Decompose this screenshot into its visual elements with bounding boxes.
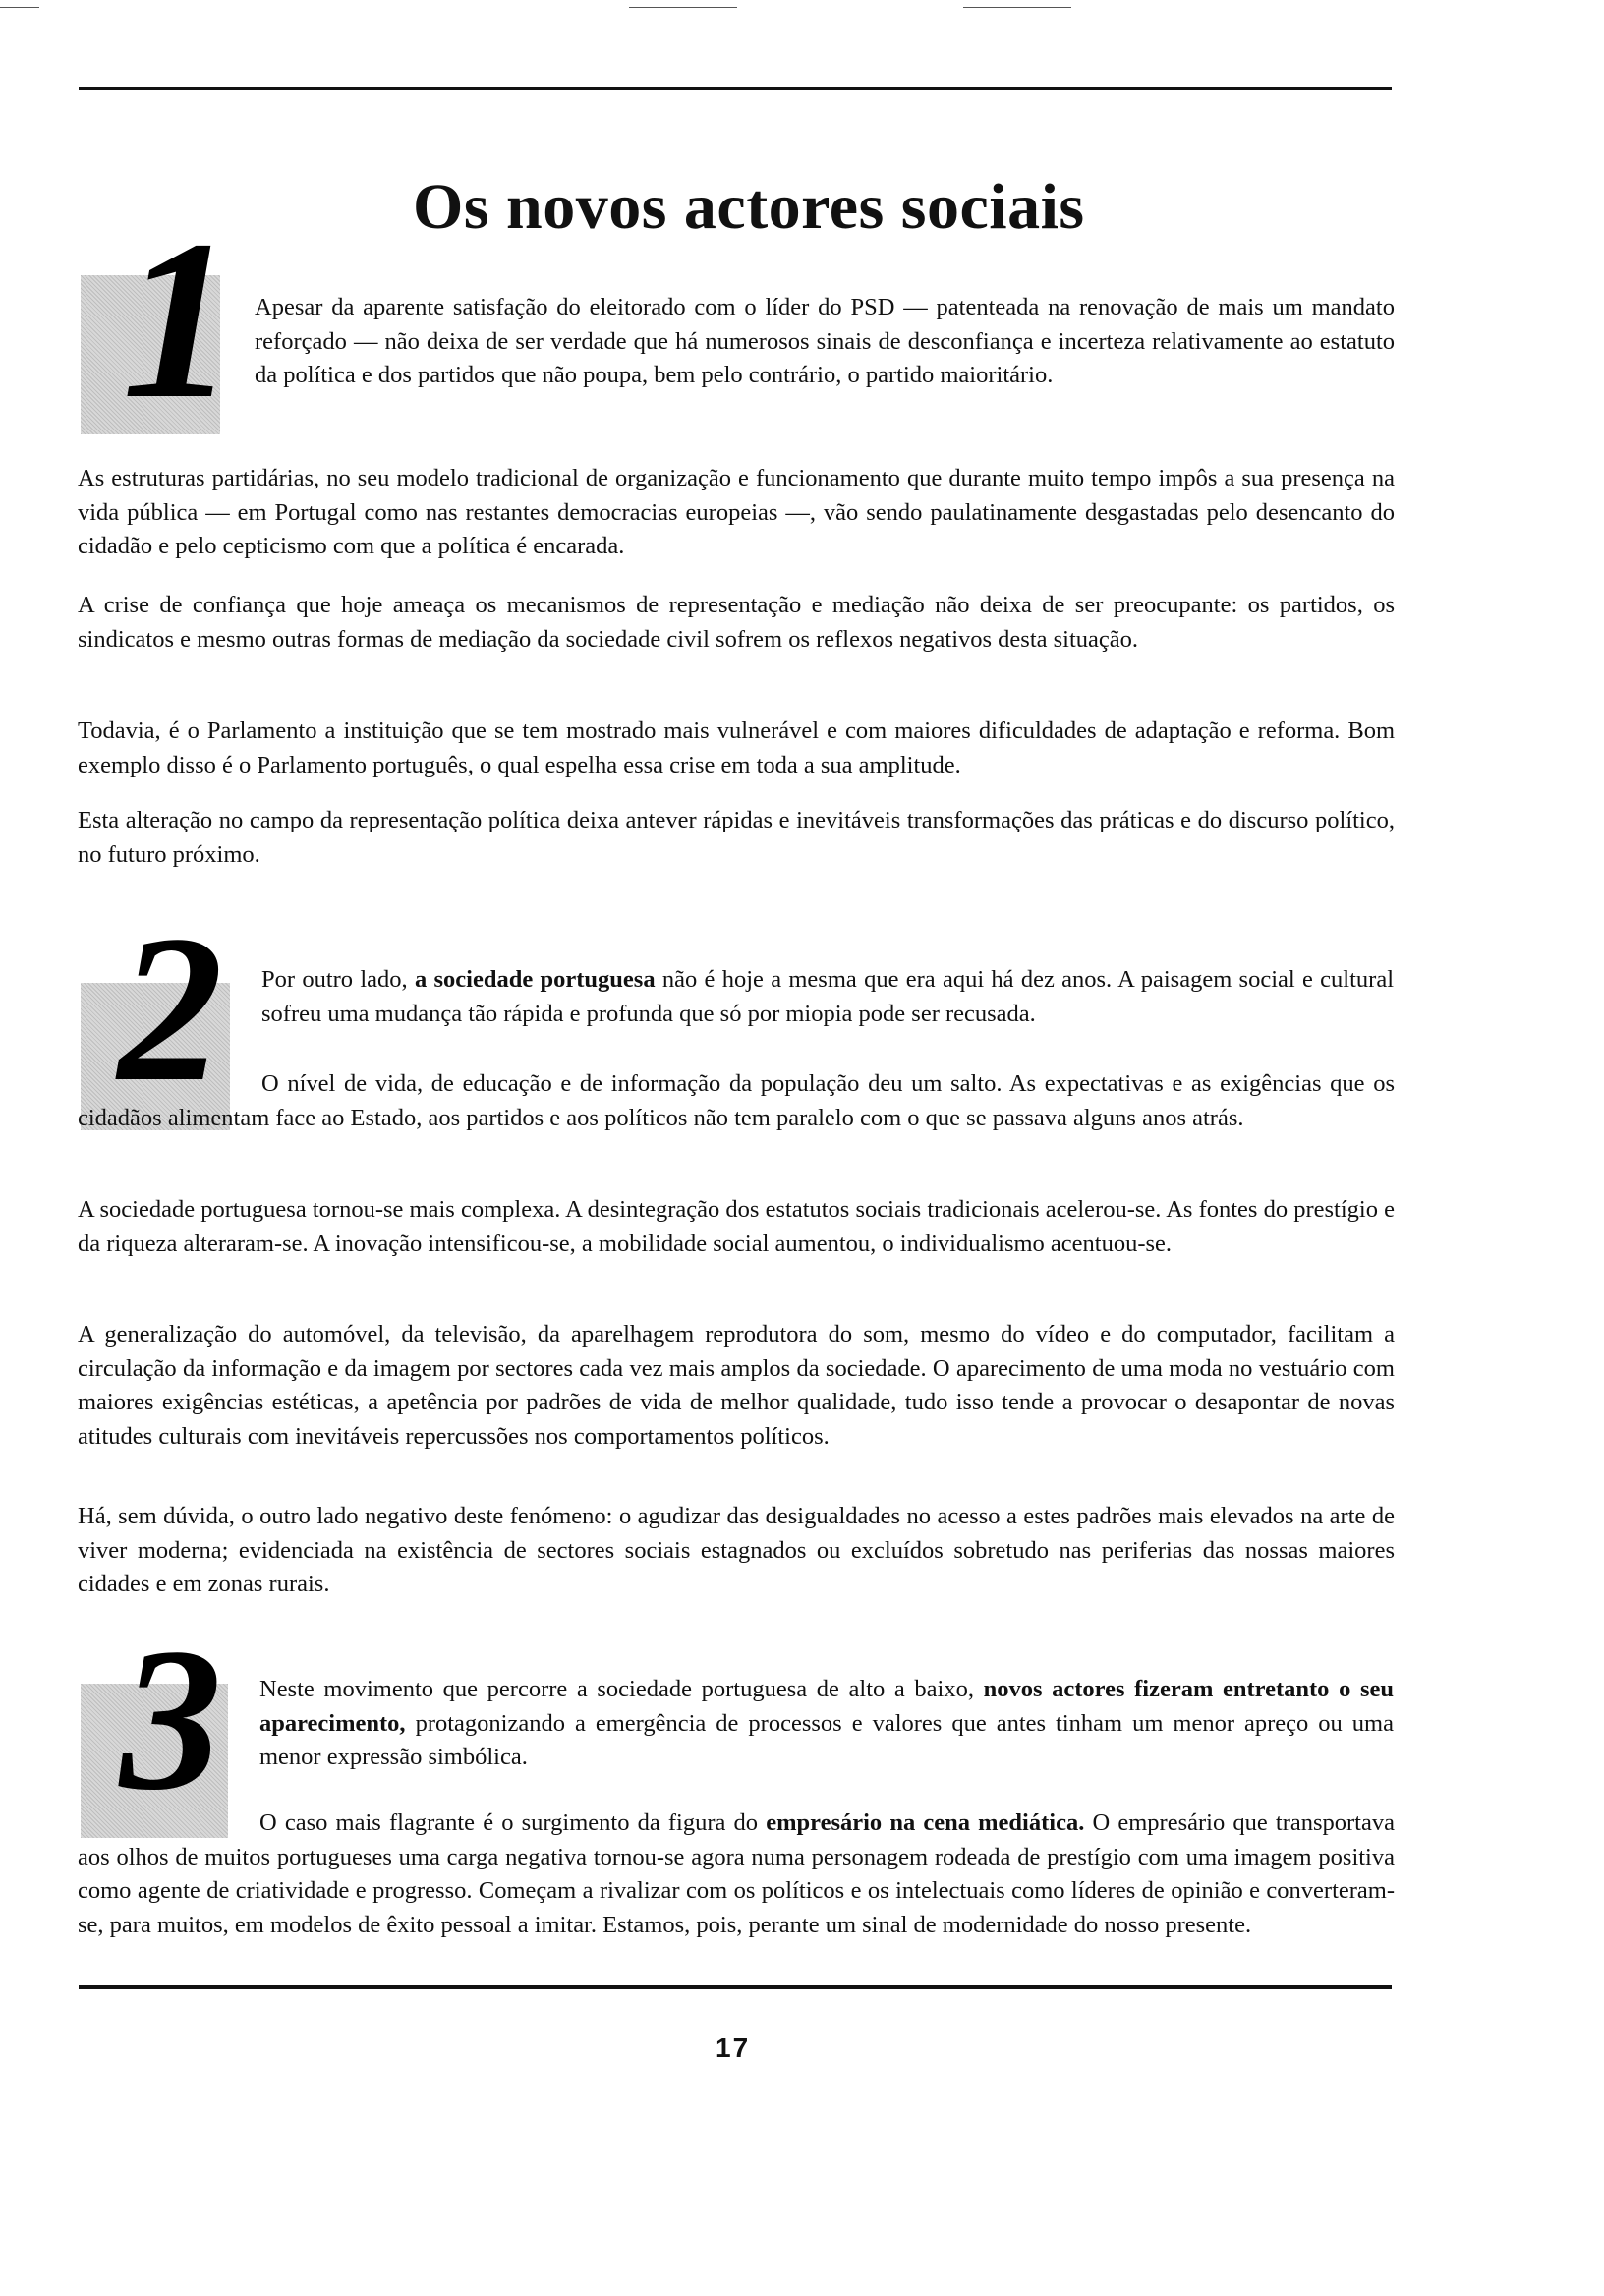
paragraph [78,1807,1395,1942]
paragraph: O nível de vida, de educação e de informação da população deu um salto. As expectativas e as exigências que os cidadãos alimentam face ao Estado, aos partidos e aos políticos não tem paralelo com o que se passava alguns anos atrás. [78,1070,1395,1131]
text-run: não é hoje a mesma que era aqui há dez anos. A paisagem social e cultural sofreu uma mudança tão rápida e profunda que só por miopia pode ser recusada. [261,966,1394,1027]
bottom-rule [79,1985,1392,1989]
text-run: O caso mais flagrante é o surgimento da figura do [259,1809,767,1836]
section-1-dropcap [81,194,236,446]
scan-artifact [963,7,1071,8]
section-3-dropcap [81,1606,238,1838]
text-run: O empresário que transportava aos olhos de muitos portugueses uma carga negativa tornou-se agora numa personagem rodeada de prestígio com uma imagem positiva como agente de criatividade e progresso. Começam a rivalizar com os políticos e os intelectuais como líderes de opinião e converteram-se, para muitos, em modelos de êxito pessoal a imitar. Estamos, pois, perante um sinal de modernidade do nosso presente. [78,1809,1395,1938]
paragraph: Há, sem dúvida, o outro lado negativo deste fenómeno: o agudizar das desigualdades no acesso a estes padrões mais elevados na arte de viver moderna; evidenciada na existência de sectores sociais estagnados ou excluídos sobretudo nas periferias das nossas maiores cidades e em zonas rurais. [78,1503,1395,1597]
section-number: 3 [120,1606,222,1832]
section-3-intro [259,1673,1394,1775]
section-1-intro: Apesar da aparente satisfação do eleitorado com o líder do PSD — patenteada na renovação de mais um mandato reforçado — não deixa de ser verdade que há numerosos sinais de desconfiança e incerteza relativamente ao estatuto da política e dos partidos que não poupa, bem pelo contrário, o partido maioritário. [255,294,1395,388]
bold-phrase: novos actores fizeram entretanto o seu aparecimento, [259,1676,1394,1737]
paragraph: Todavia, é o Parlamento a instituição que se tem mostrado mais vulnerável e com maiores dificuldades de adaptação e reforma. Bom exemplo disso é o Parlamento português, o qual espelha essa crise em toda a sua amplitude. [78,718,1395,778]
scan-artifact [0,7,39,8]
bold-phrase: a sociedade portuguesa [414,966,656,993]
text-run: protagonizando a emergência de processos e valores que antes tinham um menor apreço ou uma menor expressão simbólica. [259,1709,1394,1770]
page-number: 17 [716,2033,751,2063]
bold-phrase: empresário na cena mediática. [766,1809,1085,1836]
section-number: 2 [118,892,223,1125]
section-2-intro [261,963,1394,1031]
top-rule [79,87,1392,90]
paragraph: Esta alteração no campo da representação política deixa antever rápidas e inevitáveis transformações das práticas e do discurso político, no futuro próximo. [78,807,1395,868]
paragraph: A sociedade portuguesa tornou-se mais complexa. A desintegração dos estatutos sociais tradicionais acelerou-se. As fontes do prestígio e da riqueza alteraram-se. A inovação intensificou-se, a mobilidade social aumentou, o individualismo acentuou-se. [78,1196,1395,1257]
scan-artifact [629,7,737,8]
paragraph: A generalização do automóvel, da televisão, da aparelhagem reprodutora do som, mesmo do vídeo e do computador, facilitam a circulação da informação e da imagem por sectores cada vez mais amplos da sociedade. O aparecimento de uma moda no vestuário com maiores exigências estéticas, a apetência por padrões de vida de melhor qualidade, tudo isso tende a provocar o desapontar de novas atitudes culturais com inevitáveis repercussões nos comportamentos políticos. [78,1321,1395,1450]
paragraph: As estruturas partidárias, no seu modelo tradicional de organização e funcionamento que durante muito tempo impôs a sua presença na vida pública — em Portugal como nas restantes democracias europeias —, vão sendo paulatinamente desgastadas pelo desencanto do cidadão e pelo cepticismo com que a política é encarada. [78,465,1395,559]
text-run: Neste movimento que percorre a sociedade portuguesa de alto a baixo, [259,1676,984,1702]
paragraph: A crise de confiança que hoje ameaça os mecanismos de representação e mediação não deixa de ser preocupante: os partidos, os sindicatos e mesmo outras formas de mediação da sociedade civil sofrem os reflexos negativos desta situação. [78,592,1395,653]
page-title: Os novos actores sociais [413,171,1085,243]
text-run: Por outro lado, [261,966,415,993]
section-number: 1 [122,194,236,446]
